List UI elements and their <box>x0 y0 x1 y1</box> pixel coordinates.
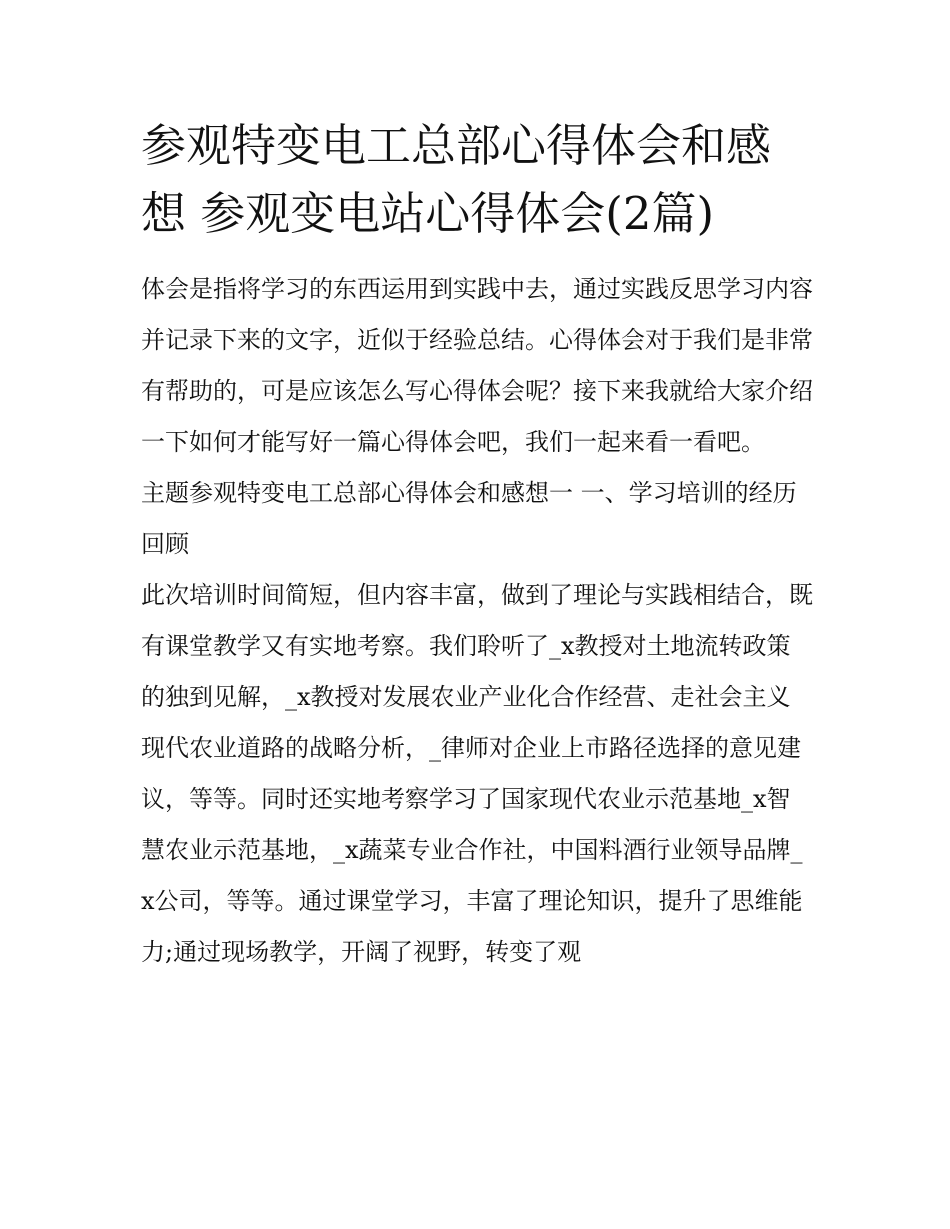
body-paragraph: 此次培训时间简短，但内容丰富，做到了理论与实践相结合，既有课堂教学又有实地考察。我们聆听了_x教授对土地流转政策的独到见解，_x教授对发展农业产业化合作经营、走社会主义现代农业道路的战略分析，_律师对企业上市路径选择的意见建议，等等。同时还实地考察学习了国家现代农业示范基地_x智慧农业示范基地，_x蔬菜专业合作社，中国料酒行业领导品牌_x公司，等等。通过课堂学习，丰富了理论知识，提升了思维能力;通过现场教学，开阔了视野，转变了观 <box>141 581 813 966</box>
document-title: 参观特变电工总部心得体会和感想 参观变电站心得体会(2篇) <box>141 119 772 240</box>
document-body <box>141 112 813 978</box>
intro-paragraph: 体会是指将学习的东西运用到实践中去，通过实践反思学习内容并记录下来的文字，近似于经验总结。心得体会对于我们是非常有帮助的，可是应该怎么写心得体会呢？接下来我就给大家介绍一下如何才能写好一篇心得体会吧，我们一起来看一看吧。 <box>141 275 813 456</box>
section-heading: 主题参观特变电工总部心得体会和感想一 一、学习培训的经历回顾 <box>141 479 797 558</box>
